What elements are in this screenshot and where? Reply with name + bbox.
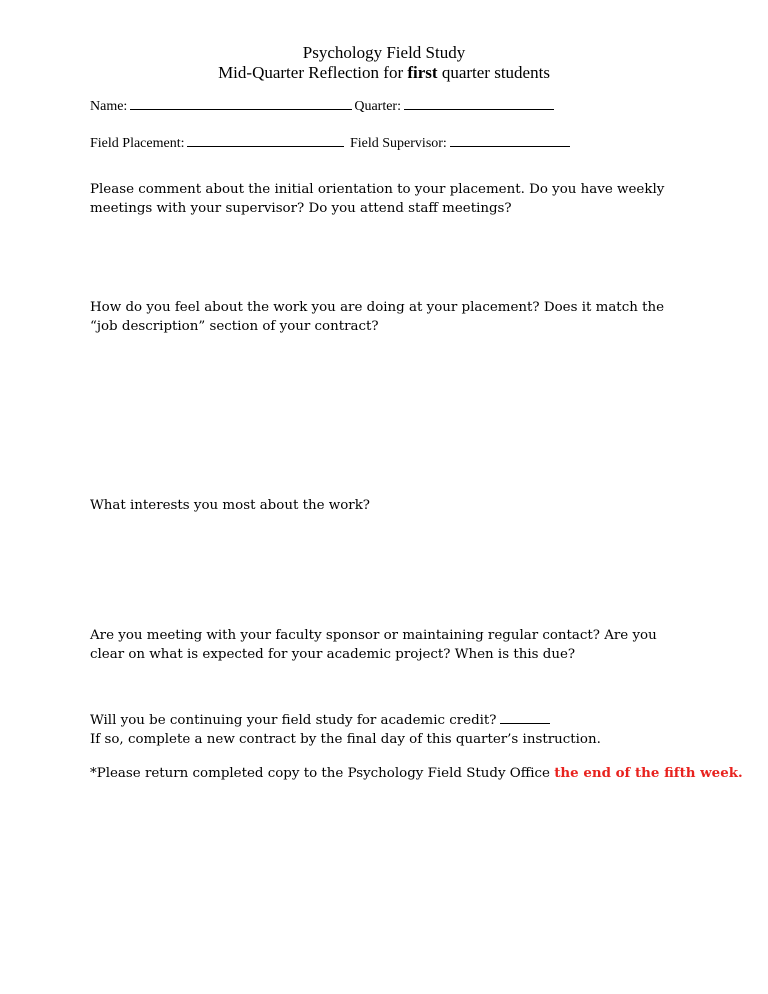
question-line: What interests you most about the work? [90, 498, 370, 513]
question-line: clear on what is expected for your academic project? When is this due? [90, 647, 576, 662]
form-title: Psychology Field Study [302, 43, 466, 62]
subtitle-bold: first [407, 63, 438, 82]
question-faculty-sponsor [90, 626, 710, 664]
form-subtitle [0, 63, 768, 83]
quarter-label: Quarter: [354, 99, 401, 114]
return-note-text: *Please return completed copy to the Psychology Field Study Office [90, 766, 555, 781]
question-continuing [90, 711, 710, 749]
question-line: meetings with your supervisor? Do you attend staff meetings? [90, 201, 512, 216]
subtitle-post: quarter students [437, 63, 550, 82]
return-note [90, 764, 743, 783]
name-label: Name: [90, 99, 128, 114]
name-field[interactable] [130, 97, 352, 110]
question-interests [90, 496, 710, 515]
quarter-field[interactable] [404, 97, 554, 110]
question-line: Please comment about the initial orientation to your placement. Do you have weekly [90, 182, 665, 197]
continuing-answer-field[interactable] [500, 711, 550, 724]
question-orientation [90, 180, 710, 218]
question-line: If so, complete a new contract by the final day of this quarter’s instruction. [90, 732, 601, 747]
question-line: Are you meeting with your faculty sponsor or maintaining regular contact? Are you [90, 628, 657, 643]
question-text: Will you be continuing your field study for academic credit? [90, 713, 497, 728]
question-line [90, 711, 710, 730]
placement-field[interactable] [187, 134, 344, 147]
supervisor-field[interactable] [450, 134, 570, 147]
question-line: “job description” section of your contract? [90, 319, 379, 334]
return-deadline: the end of the fifth week. [554, 765, 743, 781]
question-line: How do you feel about the work you are doing at your placement? Does it match the [90, 300, 664, 315]
placement-supervisor-row [90, 134, 572, 152]
subtitle-pre: Mid-Quarter Reflection for [218, 63, 408, 82]
supervisor-label: Field Supervisor: [349, 136, 447, 151]
placement-label: Field Placement: [90, 136, 185, 151]
question-work-feelings [90, 298, 710, 336]
name-quarter-row [90, 97, 556, 115]
